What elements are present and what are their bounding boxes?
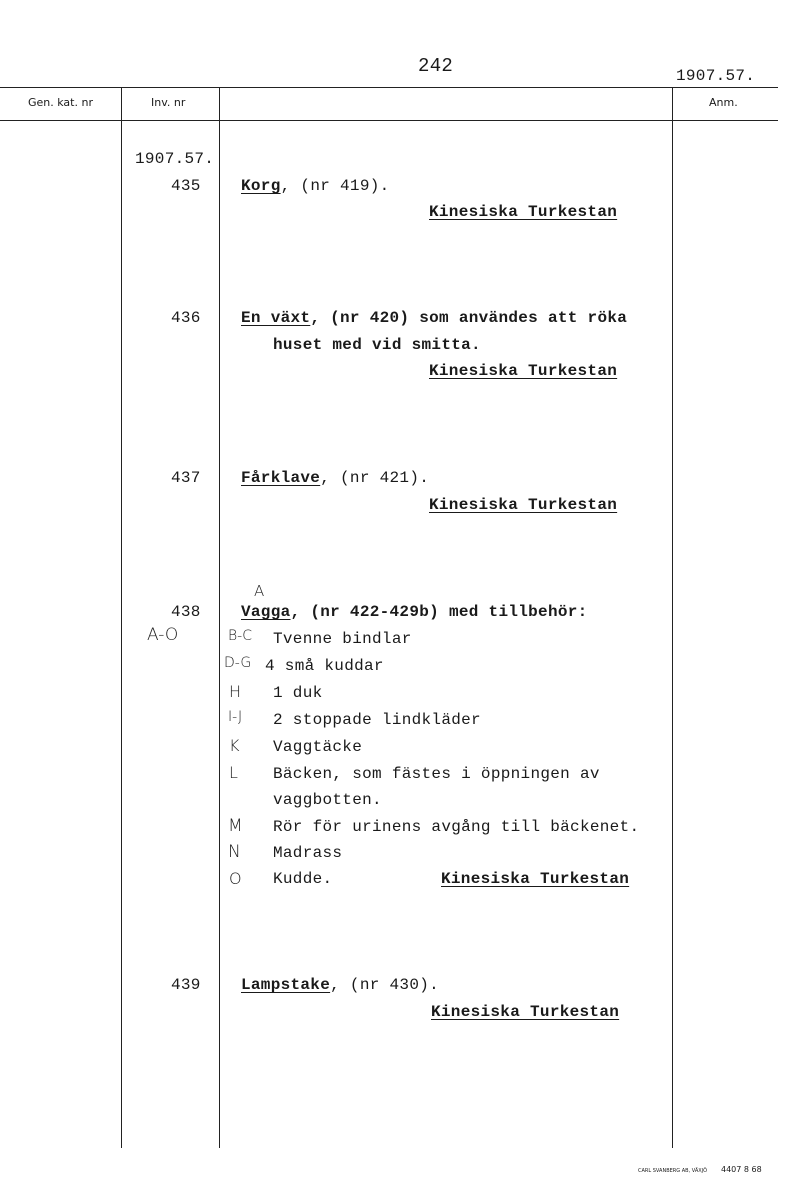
entry-435-title: Korg (241, 177, 281, 195)
item-text-b-c: Tvenne bindlar (273, 630, 412, 648)
inv-number-435: 435 (171, 177, 201, 195)
inv-number-437: 437 (171, 469, 201, 487)
column-gen-kat-nr: Gen. kat. nr (28, 96, 93, 109)
item-text-k: Vaggtäcke (273, 738, 363, 756)
item-text-h: 1 duk (273, 684, 323, 702)
item-mark-l: L (229, 763, 238, 782)
inv-number-436: 436 (171, 309, 201, 327)
entry-438-title: Vagga (241, 603, 291, 621)
divider-text-anm (672, 88, 673, 1148)
entry-437-title: Fårklave (241, 469, 321, 487)
entry-436-note-cont: huset med vid smitta. (273, 336, 481, 354)
entry-435-note: , (nr 419). (280, 177, 390, 195)
collection-number: 1907.57. (135, 150, 215, 168)
entry-436-region: Kinesiska Turkestan (429, 362, 618, 380)
inv-handwritten-range: A-O (147, 625, 179, 645)
footer-imprint: CARL SVANBERG AB, VÄXJÖ (638, 1168, 708, 1174)
entry-439-note: , (nr 430). (330, 976, 440, 994)
entry-439-line (241, 976, 439, 994)
inv-number-439: 439 (171, 976, 201, 994)
entry-438-line (241, 603, 588, 621)
entry-438-region: Kinesiska Turkestan (441, 870, 630, 888)
item-text-d-g: 4 små kuddar (265, 657, 384, 675)
item-text-n: Madrass (273, 844, 343, 862)
divider-inv-text (219, 88, 220, 1148)
item-text-m: Rör för urinens avgång till bäckenet. (273, 818, 640, 836)
entry-437-note: , (nr 421). (320, 469, 430, 487)
entry-438-hand-mark: A (254, 582, 265, 600)
item-mark-b-c: B-C (228, 628, 252, 644)
entry-437-region: Kinesiska Turkestan (429, 496, 618, 514)
item-mark-k: K (229, 736, 240, 755)
footer-code: 4407 8 68 (721, 1165, 762, 1174)
item-text-o: Kudde. (273, 870, 333, 888)
page-number: 242 (418, 55, 454, 77)
entry-438-note: , (nr 422-429b) med tillbehör: (290, 603, 588, 621)
item-mark-o: O (229, 869, 242, 888)
item-mark-h: H (229, 682, 242, 701)
item-mark-i-j: I-J (228, 709, 243, 725)
column-inv-nr: Inv. nr (151, 96, 186, 109)
entry-436-title: En växt (241, 309, 311, 327)
entry-439-region: Kinesiska Turkestan (431, 1003, 620, 1021)
item-mark-m: M (228, 816, 243, 836)
header-top-rule (0, 87, 778, 88)
item-text-l-cont: vaggbotten. (273, 791, 382, 809)
item-text-l: Bäcken, som fästes i öppningen av (273, 765, 600, 783)
item-mark-d-g: D-G (224, 655, 252, 671)
inv-number-438: 438 (171, 603, 201, 621)
entry-439-title: Lampstake (241, 976, 331, 994)
column-anm: Anm. (709, 96, 738, 109)
item-text-i-j: 2 stoppade lindkläder (273, 711, 481, 729)
header-reference: 1907.57. (676, 67, 756, 85)
entry-435-line (241, 177, 390, 195)
entry-436-note: , (nr 420) som användes att röka (310, 309, 628, 327)
entry-435-region: Kinesiska Turkestan (429, 203, 618, 221)
entry-437-line (241, 469, 429, 487)
divider-gen-inv (121, 88, 122, 1148)
entry-436-line (241, 309, 627, 327)
header-bottom-rule (0, 120, 778, 121)
item-mark-n: N (228, 842, 241, 862)
